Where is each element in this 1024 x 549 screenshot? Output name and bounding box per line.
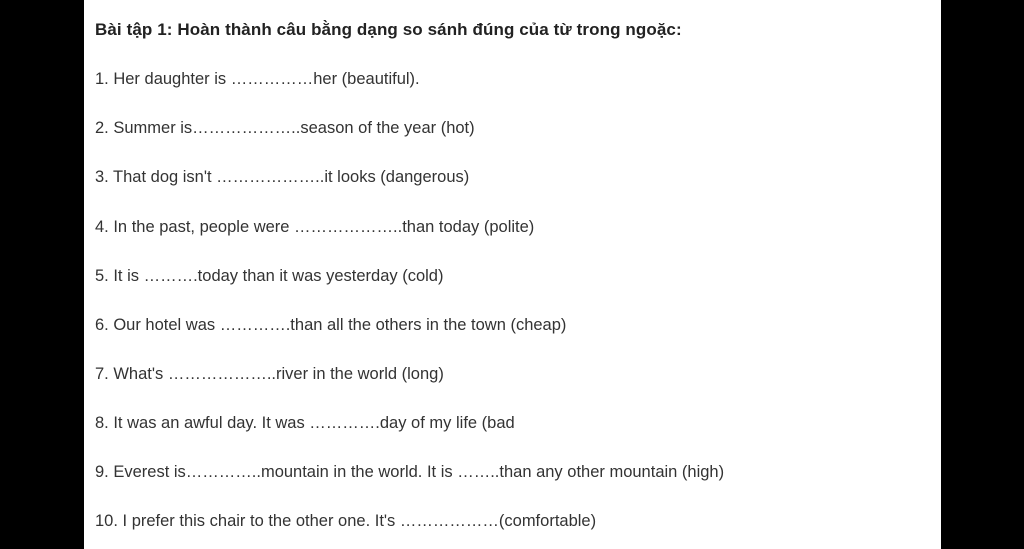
exercise-item-6: 6. Our hotel was ………….than all the others in the town (cheap) xyxy=(95,316,567,334)
exercise-item-2: 2. Summer is………………..season of the year (hot) xyxy=(95,119,475,137)
exercise-item-1: 1. Her daughter is ……………her (beautiful). xyxy=(95,70,420,88)
exercise-item-3: 3. That dog isn't ………………..it looks (dangerous) xyxy=(95,168,470,186)
exercise-item-4: 4. In the past, people were ………………..than today (polite) xyxy=(95,218,535,236)
worksheet-page xyxy=(84,0,941,549)
exercise-item-9: 9. Everest is…………..mountain in the world. It is ……..than any other mountain (high) xyxy=(95,463,725,481)
exercise-item-8: 8. It was an awful day. It was ………….day of my life (bad xyxy=(95,414,515,432)
exercise-item-7: 7. What's ………………..river in the world (long) xyxy=(95,365,444,383)
exercise-item-5: 5. It is ……….today than it was yesterday (cold) xyxy=(95,267,444,285)
exercise-title: Bài tập 1: Hoàn thành câu bằng dạng so sánh đúng của từ trong ngoặc: xyxy=(95,20,682,39)
exercise-item-10: 10. I prefer this chair to the other one. It's ………………(comfortable) xyxy=(95,512,597,530)
